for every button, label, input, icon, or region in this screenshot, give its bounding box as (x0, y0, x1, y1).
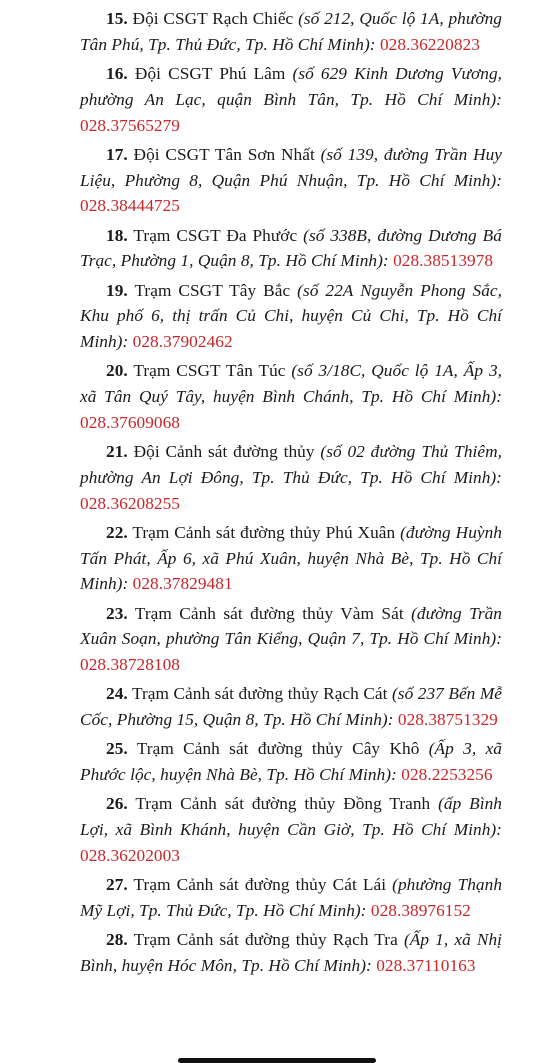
list-item (80, 736, 502, 788)
station-address: (đường Huỳnh Tấn Phát, Ấp 6, xã Phú Xuân, huyện Nhà Bè, Tp. Hồ Chí Minh): (80, 522, 502, 594)
station-address: (số 3/18C, Quốc lộ 1A, Ấp 3, xã Tân Quý Tây, huyện Bình Chánh, Tp. Hồ Chí Minh): (80, 361, 503, 407)
list-item (80, 278, 502, 355)
entry-number: 21. (106, 442, 128, 462)
station-address: (số 338B, đường Dương Bá Trạc, Phường 1, Quận 8, Tp. Hồ Chí Minh): (80, 225, 502, 271)
station-name: Trạm Cảnh sát đường thủy Rạch Tra (133, 930, 398, 950)
phone-number[interactable]: 028.38728108 (80, 655, 180, 675)
phone-number[interactable]: 028.37110163 (376, 955, 476, 975)
station-name: Trạm CSGT Tân Túc (133, 361, 286, 381)
station-address: (Ấp 1, xã Nhị Bình, huyện Hóc Môn, Tp. Hồ Chí Minh): (80, 930, 503, 975)
list-item (80, 61, 502, 138)
phone-number[interactable]: 028.37609068 (80, 412, 180, 432)
phone-number[interactable]: 028.2253256 (401, 765, 493, 785)
entry-number: 18. (106, 225, 128, 245)
entry-number: 25. (106, 739, 128, 759)
list-item (80, 927, 502, 979)
station-name: Trạm Cảnh sát đường thủy Rạch Cát (131, 684, 388, 704)
station-address: (phường Thạnh Mỹ Lợi, Tp. Thủ Đức, Tp. Hồ Chí Minh): (80, 875, 503, 920)
list-item (80, 223, 502, 275)
entry-number: 15. (106, 9, 128, 28)
list-item (80, 439, 502, 516)
station-address: (ấp Bình Lợi, xã Bình Khánh, huyện Cần Giờ, Tp. Hồ Chí Minh): (80, 794, 503, 840)
station-name: Trạm Cảnh sát đường thủy Cây Khô (136, 739, 420, 759)
phone-number[interactable]: 028.38513978 (393, 251, 494, 271)
station-name: Trạm Cảnh sát đường thủy Cát Lái (133, 875, 387, 895)
station-name: Trạm Cảnh sát đường thủy Vàm Sát (134, 603, 404, 623)
phone-number[interactable]: 028.36220823 (379, 34, 480, 54)
entry-number: 19. (106, 280, 128, 300)
station-name: Trạm Cảnh sát đường thủy Đồng Tranh (135, 794, 431, 814)
station-address: (số 139, đường Trần Huy Liệu, Phường 8, Quận Phú Nhuận, Tp. Hồ Chí Minh): (80, 144, 503, 190)
list-item (80, 791, 502, 868)
list-item (80, 681, 502, 733)
entry-number: 22. (106, 522, 128, 542)
phone-number[interactable]: 028.38976152 (370, 900, 471, 920)
entry-number: 24. (106, 684, 128, 704)
station-address: (số 629 Kinh Dương Vương, phường An Lạc, quận Bình Tân, Tp. Hồ Chí Minh): (80, 63, 503, 109)
list-item (80, 358, 502, 435)
list-item (80, 6, 502, 58)
phone-number[interactable]: 028.36208255 (80, 493, 180, 513)
station-name: Trạm CSGT Đa Phước (133, 225, 298, 245)
police-station-list (80, 6, 502, 979)
station-address: (Ấp 3, xã Phước lộc, huyện Nhà Bè, Tp. Hồ Chí Minh): (80, 739, 502, 785)
station-address: (số 02 đường Thủ Thiêm, phường An Lợi Đông, Tp. Thủ Đức, Tp. Hồ Chí Minh): (80, 442, 502, 487)
station-name: Đội CSGT Rạch Chiếc (132, 9, 294, 28)
entry-number: 23. (106, 603, 128, 623)
phone-number[interactable]: 028.38444725 (80, 196, 180, 216)
entry-number: 20. (106, 361, 128, 381)
list-item (80, 142, 502, 219)
phone-number[interactable]: 028.37902462 (132, 332, 233, 352)
station-name: Trạm CSGT Tây Bắc (134, 280, 291, 300)
entry-number: 28. (106, 930, 128, 950)
entry-number: 17. (106, 144, 128, 164)
station-address: (số 212, Quốc lộ 1A, phường Tân Phú, Tp. Thủ Đức, Tp. Hồ Chí Minh): (80, 9, 503, 54)
home-indicator-bar[interactable] (178, 1058, 376, 1063)
phone-number[interactable]: 028.36202003 (80, 846, 180, 865)
phone-number[interactable]: 028.37565279 (80, 115, 180, 135)
station-name: Đội CSGT Phú Lâm (134, 63, 286, 83)
station-address: (số 237 Bến Mễ Cốc, Phường 15, Quận 8, Tp. Hồ Chí Minh): (80, 684, 503, 730)
list-item (80, 520, 502, 597)
entry-number: 26. (106, 794, 128, 814)
station-address: (đường Trần Xuân Soạn, phường Tân Kiểng, Quận 7, Tp. Hồ Chí Minh): (80, 603, 502, 649)
entry-number: 16. (106, 63, 128, 83)
station-name: Đội Cảnh sát đường thủy (133, 442, 315, 462)
station-address: (số 22A Nguyễn Phong Sắc, Khu phố 6, thị trấn Củ Chi, huyện Củ Chi, Tp. Hồ Chí Minh): (80, 280, 502, 352)
entry-number: 27. (106, 875, 128, 895)
phone-number[interactable]: 028.37829481 (132, 574, 233, 594)
station-name: Đội CSGT Tân Sơn Nhất (133, 144, 315, 164)
list-item (80, 872, 502, 924)
phone-number[interactable]: 028.38751329 (397, 710, 498, 730)
list-item (80, 601, 502, 678)
station-name: Trạm Cảnh sát đường thủy Phú Xuân (132, 522, 396, 542)
